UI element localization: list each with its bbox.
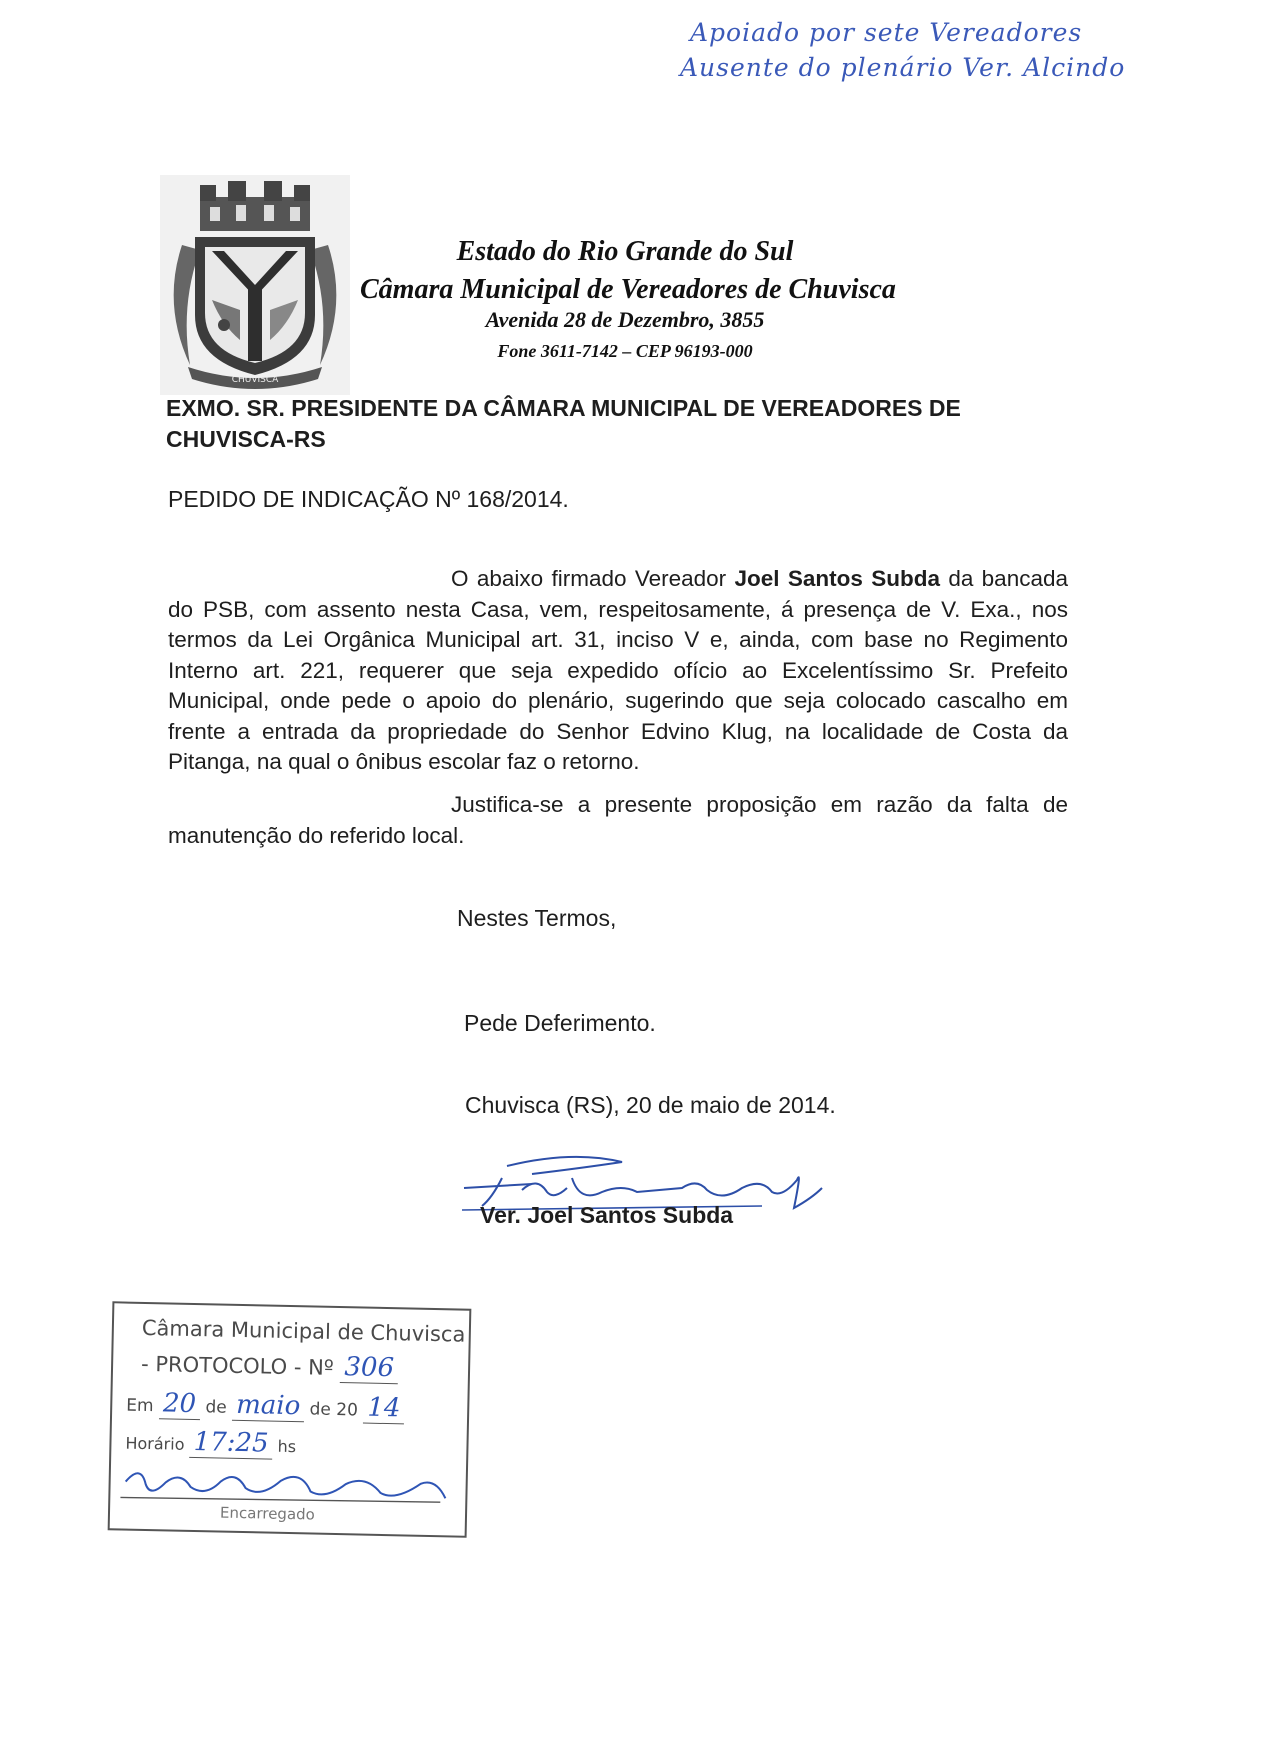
letter-body-paragraph [168, 564, 1068, 778]
stamp-time: 17:25 [189, 1427, 273, 1460]
stamp-day: 20 [159, 1388, 201, 1420]
letterhead-address: Avenida 28 de Dezembro, 3855 [485, 307, 765, 332]
crest-banner-text: CHUVISCA [231, 375, 279, 385]
handwritten-note-line-1: Apoiado por sete Vereadores [690, 18, 1083, 47]
stamp-time-row [125, 1426, 296, 1460]
stamp-protocol-line [141, 1348, 399, 1383]
municipal-crest-icon [160, 175, 350, 395]
stamp-protocol-number: 306 [340, 1352, 398, 1384]
body-after-name: da bancada do PSB, com assento nesta Casa, vem, respeitosamente, á presença de V. Exa., nos termos da Lei Orgânica Municipal art. 31, inciso V e, ainda, com base no Regimento Interno art. 221, requerer que seja expedido ofício ao Excelentíssimo Sr. Prefeito Municipal, onde pede o apoio do plenário, sugerindo que seja colocado cascalho em frente a entrada da propriedade do Senhor Edvino Klug, na localidade de Costa da Pitanga, na qual o ônibus escolar faz o retorno. [168, 566, 1069, 774]
signatory-name: Ver. Joel Santos Subda [480, 1202, 734, 1228]
body-councillor-name: Joel Santos Subda [734, 566, 940, 591]
request-number: PEDIDO DE INDICAÇÃO Nº 168/2014. [168, 486, 569, 512]
stamp-em-label: Em [126, 1395, 154, 1417]
stamp-year: 14 [363, 1393, 405, 1425]
stamp-date-row [126, 1388, 405, 1424]
closing-nestes-termos: Nestes Termos, [457, 905, 617, 931]
closing-pede-deferimento: Pede Deferimento. [464, 1010, 656, 1036]
stamp-role: Encarregado [219, 1503, 316, 1524]
place-and-date: Chuvisca (RS), 20 de maio de 2014. [465, 1092, 836, 1118]
letterhead-state: Estado do Rio Grande do Sul [456, 236, 794, 267]
letterhead-chamber: Câmara Municipal de Vereadores de Chuvisca [360, 274, 896, 305]
letterhead-contact: Fone 3611-7142 – CEP 96193-000 [497, 341, 753, 361]
stamp-chamber-name: Câmara Municipal de Chuvisca [141, 1315, 466, 1347]
stamp-year-label: de 20 [309, 1399, 359, 1421]
stamp-month: maio [232, 1390, 305, 1423]
justification-text: Justifica-se a presente proposição em razão da falta de manutenção do referido local. [168, 792, 1068, 848]
stamp-hs-label: hs [277, 1436, 297, 1457]
protocol-stamp [108, 1301, 472, 1537]
letter-addressee: EXMO. SR. PRESIDENTE DA CÂMARA MUNICIPAL DE VEREADORES DE CHUVISCA-RS [166, 395, 961, 452]
letter-justification [168, 790, 1068, 851]
body-before-name: O abaixo firmado Vereador [451, 566, 727, 591]
stamp-horario-label: Horário [125, 1433, 185, 1454]
stamp-de-label: de [205, 1397, 227, 1418]
stamp-clerk-signature [120, 1461, 451, 1508]
handwritten-note-line-2: Ausente do plenário Ver. Alcindo [680, 53, 1126, 82]
stamp-protocol-label: - PROTOCOLO - Nº [140, 1351, 334, 1380]
